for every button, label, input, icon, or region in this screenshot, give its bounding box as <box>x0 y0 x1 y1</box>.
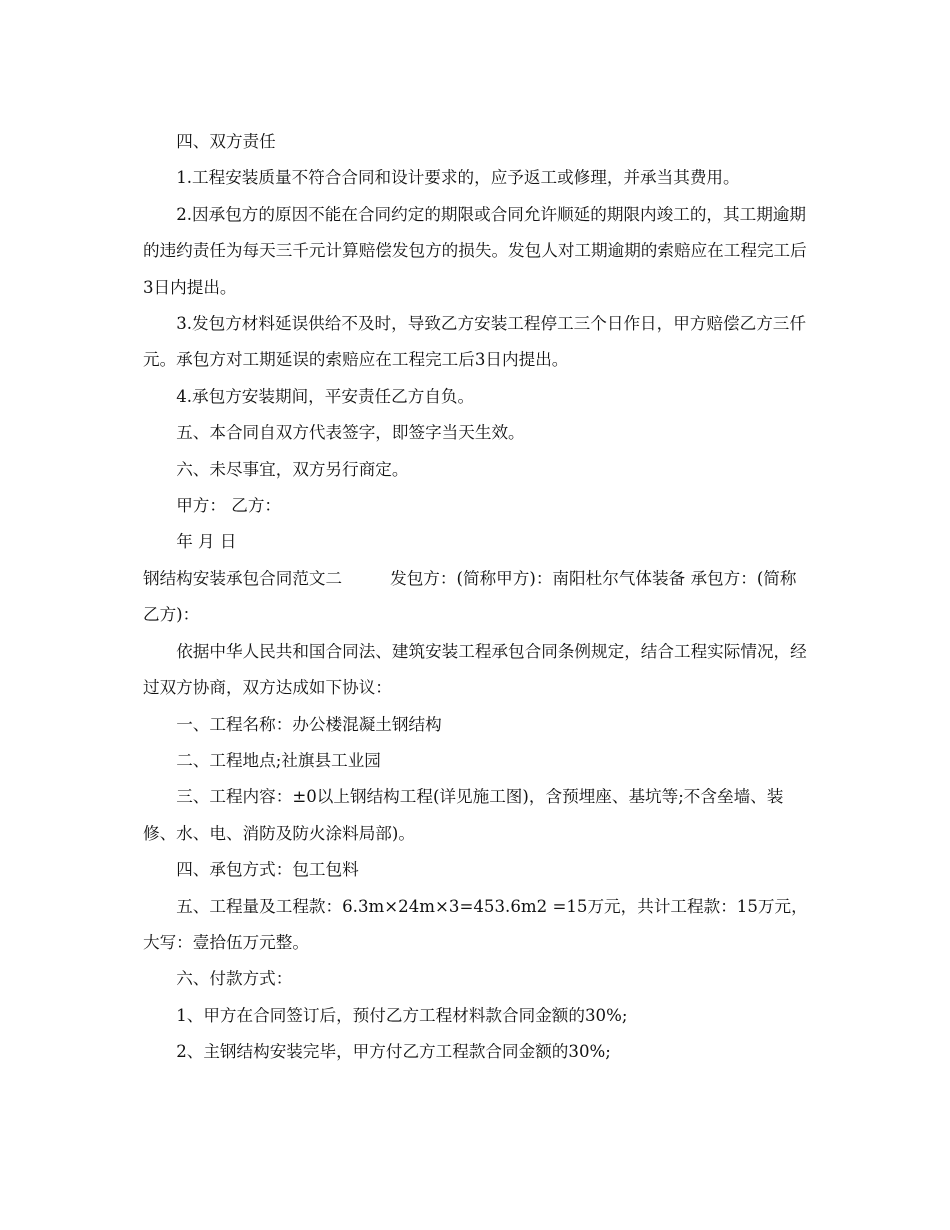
payment-item-1: 1、甲方在合同签订后，预付乙方工程材料款合同金额的30%; <box>176 1005 628 1025</box>
payment-item-2: 2、主钢结构安装完毕，甲方付乙方工程款合同金额的30%; <box>176 1042 611 1062</box>
project-scope: 三、工程内容：±0以上钢结构工程(详见施工图)，含预埋座、基坑等;不含垒墙、装修、水、电、消防及防火涂料局部)。 <box>143 787 784 843</box>
second-contract-parties: 发包方：(简称甲方)：南阳杜尔气体装备 承包方：(简称乙方)： <box>143 568 797 625</box>
contract-method: 四、承包方式：包工包料 <box>176 860 359 880</box>
agreement-basis: 依据中华人民共和国合同法、建筑安装工程承包合同条例规定，结合工程实际情况，经过双方协商，双方达成如下协议： <box>143 641 807 698</box>
payment-heading: 六、付款方式： <box>176 969 293 989</box>
clause-4: 4.承包方安装期间，平安责任乙方自负。 <box>176 386 475 406</box>
signature-date: 年 月 日 <box>176 532 237 552</box>
second-contract-header <box>143 561 808 634</box>
quantity-and-price: 五、工程量及工程款：6.3m×24m×3=453.6m2 =15万元，共计工程款：15万元，大写：壹拾伍万元整。 <box>143 896 808 952</box>
clause-3: 3.发包方材料延误供给不及时，导致乙方安装工程停工三个日作日，甲方赔偿乙方三仟元。承包方对工期延误的索赔应在工程完工后3日内提出。 <box>143 314 806 370</box>
project-location: 二、工程地点;社旗县工业园 <box>176 750 381 770</box>
clause-1: 1.工程安装质量不符合合同和设计要求的，应予返工或修理，并承当其费用。 <box>176 168 740 188</box>
section-other-matters: 六、未尽事宜，双方另行商定。 <box>176 459 409 479</box>
section-heading-responsibilities: 四、双方责任 <box>176 132 276 151</box>
section-effective: 五、本合同自双方代表签字，即签字当天生效。 <box>176 423 525 443</box>
project-name: 一、工程名称：办公楼混凝土钢结构 <box>176 714 442 734</box>
document-body <box>143 124 808 1071</box>
signature-parties: 甲方： 乙方： <box>176 496 282 516</box>
clause-2: 2.因承包方的原因不能在合同约定的期限或合同允许顺延的期限内竣工的，其工期逾期的违约责任为每天三千元计算赔偿发包方的损失。发包人对工期逾期的索赔应在工程完工后3日内提出。 <box>143 204 807 297</box>
second-contract-title: 钢结构安装承包合同范文二 <box>143 568 343 588</box>
